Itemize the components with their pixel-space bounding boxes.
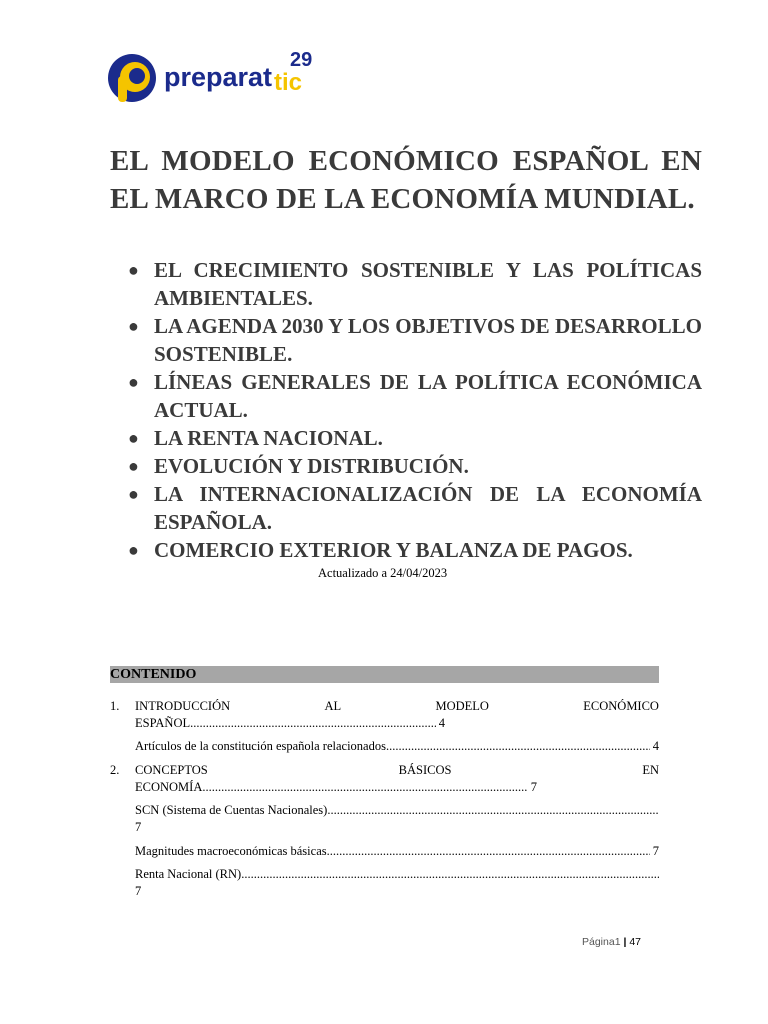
toc-text: Artículos de la constitución española relacionados [135, 739, 386, 753]
topic-item [110, 424, 702, 452]
document-title: EL MODELO ECONÓMICO ESPAÑOL EN EL MARCO DE LA ECONOMÍA MUNDIAL. [110, 145, 702, 215]
bullet-icon: ● [128, 260, 139, 280]
toc-entry-line [135, 843, 659, 860]
toc-page: 7 [530, 780, 537, 794]
toc-subentry[interactable] [135, 738, 659, 755]
preparatic-logo [108, 48, 328, 104]
topic-text: LA RENTA NACIONAL. [154, 426, 383, 450]
toc-text: ECONOMÍA [135, 780, 203, 794]
toc-subentry[interactable] [135, 866, 659, 900]
toc-word: BÁSICOS [398, 763, 452, 777]
toc-leader [386, 738, 650, 755]
topic-text: LÍNEAS GENERALES DE LA POLÍTICA ECONÓMICA ACTUAL. [154, 370, 702, 422]
toc-entry[interactable] [110, 762, 659, 796]
bullet-icon: ● [128, 428, 139, 448]
toc-subentry[interactable] [135, 843, 659, 860]
toc-number: 1. [110, 699, 120, 713]
bullet-icon: ● [128, 316, 139, 336]
updated-date: Actualizado a 24/04/2023 [318, 566, 448, 580]
topic-text: EVOLUCIÓN Y DISTRIBUCIÓN. [154, 454, 469, 478]
toc-entry-line [135, 698, 659, 715]
logo-number: 29 [290, 49, 313, 71]
toc-entry-line [135, 779, 537, 796]
footer-separator: | [623, 936, 627, 948]
toc-number: 2. [110, 763, 120, 777]
toc-word: EN [642, 763, 659, 777]
toc-page: 4 [652, 739, 659, 753]
bullet-icon: ● [128, 484, 139, 504]
topics-list [110, 256, 702, 564]
logo-text: preparat [164, 62, 273, 92]
topic-item [110, 312, 702, 368]
footer-total: 47 [629, 936, 642, 948]
toc-text: Renta Nacional (RN) [135, 867, 242, 881]
topic-item [110, 480, 702, 536]
toc-subentry[interactable] [135, 802, 659, 836]
toc-word: INTRODUCCIÓN [135, 699, 231, 713]
topic-text: LA INTERNACIONALIZACIÓN DE LA ECONOMÍA ESPAÑOLA. [154, 482, 702, 534]
bullet-icon: ● [128, 540, 139, 560]
contents-heading: CONTENIDO [110, 667, 197, 682]
bullet-icon: ● [128, 372, 139, 392]
toc-word: CONCEPTOS [135, 763, 208, 777]
page-footer [582, 936, 641, 948]
logo-graphic [108, 48, 328, 104]
toc-leader [202, 779, 527, 796]
topic-item [110, 256, 702, 312]
toc-leader [190, 715, 436, 732]
toc-entry-line [135, 738, 659, 755]
toc-text: Magnitudes macroeconómicas básicas [135, 844, 327, 858]
toc-entry-line [135, 762, 659, 779]
topic-item [110, 368, 702, 424]
toc-text: ESPAÑOL [135, 716, 191, 730]
footer-label: Página [582, 936, 615, 948]
toc-page: 7 [135, 820, 142, 834]
toc-entry-line [135, 802, 659, 819]
topic-text: EL CRECIMIENTO SOSTENIBLE Y LAS POLÍTICAS AMBIENTALES. [154, 258, 702, 310]
toc-page: 7 [135, 884, 142, 898]
topic-text: COMERCIO EXTERIOR Y BALANZA DE PAGOS. [154, 538, 633, 562]
toc-word: AL [324, 699, 342, 713]
toc-page: 7 [652, 844, 659, 858]
topic-item [110, 536, 702, 564]
toc-entry-line [135, 866, 659, 883]
logo-tic-text: tic [274, 69, 303, 96]
toc-word: ECONÓMICO [583, 699, 659, 713]
toc-page: 4 [438, 716, 445, 730]
bullet-icon: ● [128, 456, 139, 476]
toc-entry[interactable] [110, 698, 659, 732]
toc-word: MODELO [435, 699, 489, 713]
toc-leader [327, 843, 650, 860]
footer-page: 1 [614, 936, 621, 948]
topic-item [110, 452, 702, 480]
toc-leader [241, 866, 659, 883]
toc-text: SCN (Sistema de Cuentas Nacionales) [135, 803, 328, 817]
topic-text: LA AGENDA 2030 Y LOS OBJETIVOS DE DESARROLLO SOSTENIBLE. [154, 314, 702, 366]
toc-entry-line [135, 715, 445, 732]
toc-leader [327, 802, 659, 819]
